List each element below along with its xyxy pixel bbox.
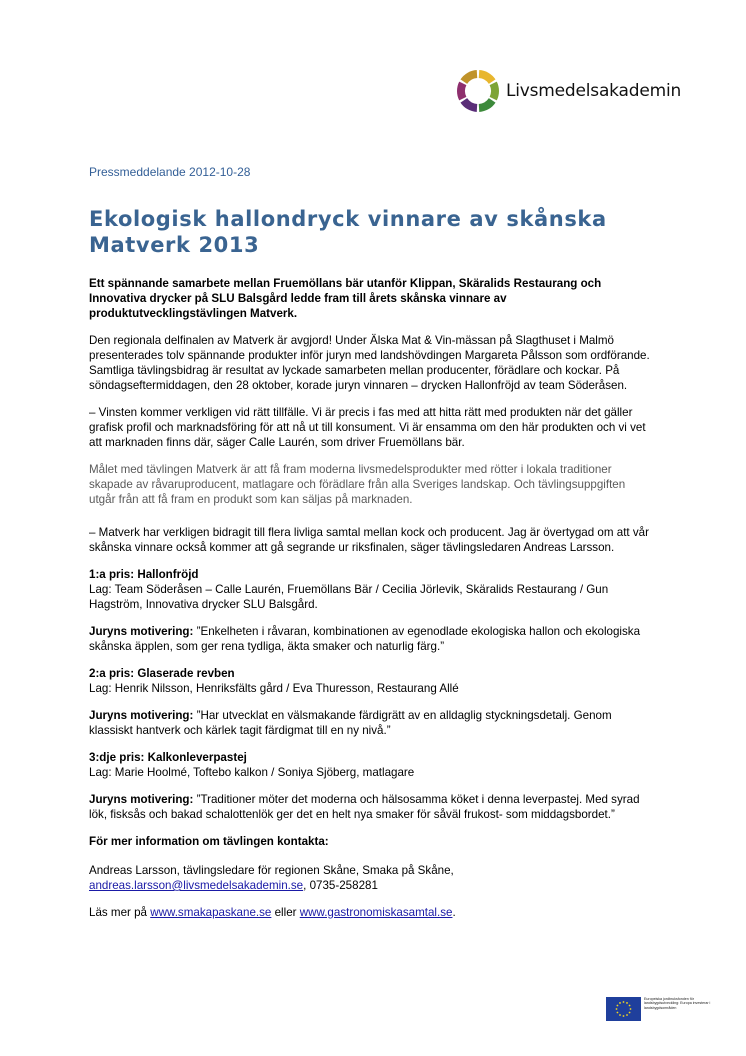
eu-star <box>629 1005 631 1007</box>
contact-heading-text: För mer information om tävlingen kontakta: <box>89 835 329 848</box>
eu-star <box>623 1015 625 1017</box>
eu-star <box>629 1012 631 1014</box>
jury-motivation <box>89 624 654 654</box>
prize-team: Lag: Henrik Nilsson, Henriksfälts gård / Eva Thuresson, Restaurang Allé <box>89 682 459 695</box>
logo-ring-segment <box>493 83 495 98</box>
motivation-label: Juryns motivering: <box>89 709 194 722</box>
body-paragraph: Målet med tävlingen Matverk är att få fram moderna livsmedelsprodukter med rötter i lokala traditioner skapade av råvaruproducent, matlagare och förädlare från alla Sveriges landskap. Och tävlingsuppgiften utgår från att få fram en produkt som kan säljas på marknaden. <box>89 463 626 506</box>
logo-ring-segment <box>464 74 477 82</box>
article-body <box>89 276 654 932</box>
eu-star <box>617 1012 619 1014</box>
jury-motivation <box>89 792 654 822</box>
livsmedelsakademin-logo <box>455 68 681 114</box>
eu-star <box>626 1002 628 1004</box>
eu-star <box>619 1002 621 1004</box>
read-more-prefix: Läs mer på <box>89 906 151 919</box>
press-release-date: Pressmeddelande 2012-10-28 <box>89 165 251 179</box>
motivation-text: ”Enkelheten i råvaran, kombinationen av egenodlade ekologiska hallon och ekologiska skånska äpplen, som ger rena tydliga, äkta smaker och naturlig färg.” <box>89 625 641 653</box>
gastronomiskasamtal-link[interactable]: www.gastronomiskasamtal.se <box>299 906 453 919</box>
contact-email-link[interactable]: andreas.larsson@livsmedelsakademin.se <box>89 879 304 892</box>
eu-flag-icon <box>606 997 641 1021</box>
body-paragraph: Den regionala delfinalen av Matverk är avgjord! Under Älska Mat & Vin-mässan på Slagthuset i Malmö presenterades tolv spännande produkter inför juryn med landshövdingen Margareta Pålsson som ordförande. Samtliga tävlingsbidrag är resultat av lyckade samarbeten mellan producenter, förädlare och kockar. På söndagseftermiddagen, den 28 oktober, korade juryn vinnaren – drycken Hallonfröjd av team Söderåsen. <box>89 334 650 392</box>
prize-team: Lag: Team Söderåsen – Calle Laurén, Fruemöllans Bär / Cecilia Jörlevik, Skäralids Restaurang / Gun Hagström, Innovativa drycker SLU Balsgård. <box>89 583 609 611</box>
eu-star <box>630 1008 632 1010</box>
eu-star <box>617 1005 619 1007</box>
logo-ring-segment <box>479 74 492 82</box>
contact-block <box>89 863 654 893</box>
eu-star <box>619 1014 621 1016</box>
prize-heading: 1:a pris: Hallonfröjd <box>89 568 199 581</box>
quote-paragraph: – Vinsten kommer verkligen vid rätt tillfälle. Vi är precis i fas med att hitta rätt med produkten när det gäller grafisk profil och marknadsföring för att nå ut till konsument. Vi är ensamma om den här produkten och vi vet att marknaden finns där, säger Calle Laurén, som driver Fruemöllans bär. <box>89 406 646 449</box>
read-more-mid: eller <box>271 906 300 919</box>
read-more-suffix: . <box>452 906 456 919</box>
eu-star <box>616 1008 618 1010</box>
prize-heading: 3:dje pris: Kalkonleverpastej <box>89 751 247 764</box>
eu-funding-text: Europeiska jordbruksfonden för landsbygdsutveckling: Europa investerar i landsbygdsområden <box>644 997 711 1010</box>
lead-paragraph: Ett spännande samarbete mellan Fruemöllans bär utanför Klippan, Skäralids Restaurang och Innovativa drycker på SLU Balsgård ledde fram till årets skånska vinnare av produktutvecklingstävlingen Matverk. <box>89 277 602 320</box>
contact-person: Andreas Larsson, tävlingsledare för regionen Skåne, Smaka på Skåne, <box>89 864 454 877</box>
motivation-label: Juryns motivering: <box>89 625 194 638</box>
motivation-label: Juryns motivering: <box>89 793 194 806</box>
eu-star <box>626 1014 628 1016</box>
page-title: Ekologisk hallondryck vinnare av skånska Matverk 2013 <box>89 207 607 257</box>
smakapaskane-link[interactable]: www.smakapaskane.se <box>150 906 272 919</box>
contact-phone: , 0735-258281 <box>303 879 378 892</box>
eu-funding-footer <box>606 997 716 1021</box>
motivation-text: ”Har utvecklat en välsmakande färdigrätt av en alldaglig styckningsdetalj. Genom klassiskt hantverk och kärlek tagit färdigmat till en ny nivå.” <box>89 709 612 737</box>
contact-heading <box>89 834 654 849</box>
read-more <box>89 905 654 920</box>
logo-wordmark: Livsmedelsakademin <box>506 80 682 101</box>
logo-ring-segment <box>464 100 477 108</box>
prize-heading: 2:a pris: Glaserade revben <box>89 667 235 680</box>
prize-block <box>89 666 654 696</box>
logo-ring-segment <box>479 100 492 108</box>
logo-ring-segment <box>461 83 463 98</box>
motivation-text: ”Traditioner möter det moderna och hälsosamma köket i denna leverpastej. Med syrad lök, fisksås och bakad schalottenlök ger det en helt nya smaker för såväl frukost- som middagsbordet.” <box>89 793 640 821</box>
logo-ring-icon <box>455 68 501 114</box>
eu-star <box>623 1001 625 1003</box>
jury-motivation <box>89 708 654 738</box>
prize-block <box>89 750 654 780</box>
quote-paragraph: – Matverk har verkligen bidragit till flera livliga samtal mellan kock och producent. Jag är övertygad om att vår skånska vinnare också kommer att gå segrande ur riksfinalen, säger tävlingsledaren Andreas Larsson. <box>89 526 649 554</box>
prize-team: Lag: Marie Hoolmé, Toftebo kalkon / Soniya Sjöberg, matlagare <box>89 766 415 779</box>
prize-block <box>89 567 654 612</box>
